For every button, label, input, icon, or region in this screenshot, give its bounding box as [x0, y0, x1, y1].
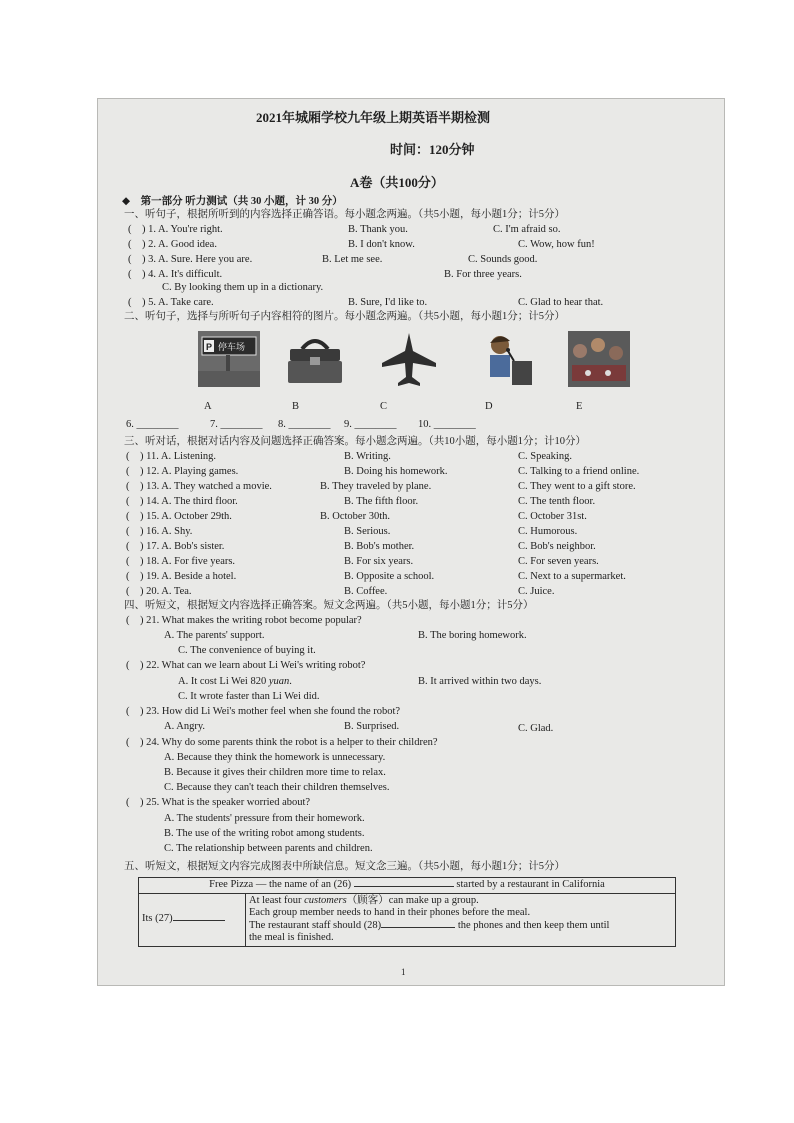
q25-option-b: B. The use of the writing robot among students. — [164, 828, 365, 839]
q16-option-c: C. Humorous. — [518, 526, 578, 537]
q13-option-b: B. They traveled by plane. — [320, 481, 432, 492]
q24-option-c: C. Because they can't teach their children themselves. — [164, 782, 390, 793]
picture-e-party-scene — [568, 331, 630, 387]
q22-option-b: B. It arrived within two days. — [418, 676, 542, 687]
q18-option-c: C. For seven years. — [518, 556, 599, 567]
table-title-row — [139, 878, 676, 894]
its-label: Its (27) — [142, 913, 173, 925]
q15-option-b: B. October 30th. — [320, 511, 390, 522]
sec2-heading: 二、听句子，选择与所听句子内容相符的图片。每小题念两遍。（共5小题，每小题1分；计5分） — [124, 311, 565, 322]
q25-option-c: C. The relationship between parents and children. — [164, 843, 373, 854]
q21-option-b: B. The boring homework. — [418, 630, 527, 641]
q25-stem: ( ) 25. What is the speaker worried about? — [126, 797, 311, 808]
rule1-end: （顾客）can make up a group. — [346, 894, 479, 906]
q16-option-b: B. Serious. — [344, 526, 391, 537]
q23-option-b: B. Surprised. — [344, 721, 400, 732]
exam-time: 时间：120分钟 — [390, 142, 475, 157]
rule-line-2: Each group member needs to hand in their phones before the meal. — [249, 907, 531, 918]
q3-option-b: B. Let me see. — [322, 254, 383, 265]
rule3-end: the phones and then keep them until — [457, 919, 610, 931]
q21-option-a: A. The parents' support. — [164, 630, 265, 641]
q5-option-a: ( ) 5. A. Take care. — [128, 297, 214, 308]
q20-option-c: C. Juice. — [518, 586, 555, 597]
picture-label-d: D — [485, 401, 493, 412]
picture-label-b: B — [292, 401, 300, 412]
q23-option-c: C. Glad. — [518, 723, 554, 734]
picture-label-e: E — [576, 401, 583, 412]
picture-c-fighter-jet — [378, 331, 440, 387]
q12-option-a: ( ) 12. A. Playing games. — [126, 466, 239, 477]
q18-option-b: B. For six years. — [344, 556, 414, 567]
q2-option-a: ( ) 2. A. Good idea. — [128, 239, 217, 250]
q22-a-end: . — [289, 676, 292, 687]
q14-option-b: B. The fifth floor. — [344, 496, 419, 507]
q18-option-a: ( ) 18. A. For five years. — [126, 556, 236, 567]
q1-option-c: C. I'm afraid so. — [493, 224, 561, 235]
row1-text-start: Free Pizza — the name of an (26) — [209, 879, 352, 890]
q24-option-b: B. Because it gives their children more time to relax. — [164, 767, 386, 778]
q22-option-c: C. It wrote faster than Li Wei did. — [178, 691, 320, 702]
q17-option-b: B. Bob's mother. — [344, 541, 415, 552]
answer-blank-9[interactable]: 9. ________ — [344, 419, 397, 430]
q11-option-b: B. Writing. — [344, 451, 391, 462]
answer-blank-6[interactable]: 6. ________ — [126, 419, 179, 430]
answer-blank-10[interactable]: 10. ________ — [418, 419, 476, 430]
part1-heading: ◆ 第一部分 听力测试（共 30 小题，计 30 分） — [122, 196, 343, 207]
row1-text-end: started by a restaurant in California — [456, 879, 605, 890]
exam-paper — [97, 98, 725, 986]
blank-27[interactable] — [173, 920, 225, 921]
q1-option-a: ( ) 1. A. You're right. — [128, 224, 223, 235]
rules-cell — [246, 893, 676, 946]
picture-d-speaker-at-podium — [478, 331, 540, 387]
rule-line-4: the meal is finished. — [249, 932, 334, 943]
q3-option-c: C. Sounds good. — [468, 254, 538, 265]
picture-b-toolbox — [284, 331, 346, 387]
q4-option-c: C. By looking them up in a dictionary. — [162, 282, 324, 293]
q14-option-c: C. The tenth floor. — [518, 496, 596, 507]
svg-text:P: P — [206, 342, 213, 352]
blank-28[interactable] — [381, 927, 455, 928]
picture-label-a: A — [204, 401, 212, 412]
q4-option-b: B. For three years. — [444, 269, 522, 280]
q22-a-text: A. It cost Li Wei 820 — [178, 676, 269, 687]
q17-option-a: ( ) 17. A. Bob's sister. — [126, 541, 225, 552]
q15-option-c: C. October 31st. — [518, 511, 587, 522]
q17-option-c: C. Bob's neighbor. — [518, 541, 596, 552]
q19-option-a: ( ) 19. A. Beside a hotel. — [126, 571, 237, 582]
q20-option-b: B. Coffee. — [344, 586, 388, 597]
rule1-customers: customers — [304, 894, 347, 906]
q22-stem: ( ) 22. What can we learn about Li Wei's writing robot? — [126, 660, 366, 671]
exam-title: 2021年城厢学校九年级上期英语半期检测 — [256, 110, 491, 125]
rule-line-3 — [249, 920, 672, 933]
q14-option-a: ( ) 14. A. The third floor. — [126, 496, 238, 507]
q15-option-a: ( ) 15. A. October 29th. — [126, 511, 232, 522]
q24-stem: ( ) 24. Why do some parents think the robot is a helper to their children? — [126, 737, 438, 748]
sec4-heading: 四、听短文，根据短文内容选择正确答案。短文念两遍。（共5小题，每小题1分；计5分） — [124, 600, 534, 611]
q13-option-a: ( ) 13. A. They watched a movie. — [126, 481, 272, 492]
q24-option-a: A. Because they think the homework is unnecessary. — [164, 752, 386, 763]
q12-option-b: B. Doing his homework. — [344, 466, 448, 477]
q25-option-a: A. The students' pressure from their homework. — [164, 813, 365, 824]
its-cell — [139, 893, 246, 946]
info-table — [138, 877, 676, 947]
picture-label-c: C — [380, 401, 388, 412]
q19-option-b: B. Opposite a school. — [344, 571, 435, 582]
rule1-start: At least four — [249, 894, 305, 906]
q21-stem: ( ) 21. What makes the writing robot become popular? — [126, 615, 362, 626]
q1-option-b: B. Thank you. — [348, 224, 408, 235]
svg-text:停车场: 停车场 — [218, 343, 246, 353]
q19-option-c: C. Next to a supermarket. — [518, 571, 626, 582]
q21-option-c: C. The convenience of buying it. — [178, 645, 316, 656]
page-number: 1 — [401, 967, 406, 977]
sec5-heading: 五、听短文，根据短文内容完成图表中所缺信息。短文念三遍。（共5小题，每小题1分；计5分） — [124, 861, 565, 872]
q11-option-c: C. Speaking. — [518, 451, 572, 462]
sec1-heading: 一、听句子，根据所听到的内容选择正确答语。每小题念两遍。（共5小题，每小题1分；计5分） — [124, 209, 565, 220]
q5-option-b: B. Sure, I'd like to. — [348, 297, 428, 308]
blank-26[interactable] — [354, 886, 454, 887]
q5-option-c: C. Glad to hear that. — [518, 297, 604, 308]
q2-option-b: B. I don't know. — [348, 239, 415, 250]
q23-stem: ( ) 23. How did Li Wei's mother feel when she found the robot? — [126, 706, 401, 717]
picture-a-parking-sign — [198, 331, 260, 387]
q2-option-c: C. Wow, how fun! — [518, 239, 595, 250]
q23-option-a: A. Angry. — [164, 721, 206, 732]
q20-option-a: ( ) 20. A. Tea. — [126, 586, 192, 597]
q13-option-c: C. They went to a gift store. — [518, 481, 636, 492]
q16-option-a: ( ) 16. A. Shy. — [126, 526, 193, 537]
rule-line-1 — [249, 895, 672, 908]
answer-blank-8[interactable]: 8. ________ — [278, 419, 331, 430]
q12-option-c: C. Talking to a friend online. — [518, 466, 640, 477]
q3-option-a: ( ) 3. A. Sure. Here you are. — [128, 254, 253, 265]
q22-a-unit: yuan — [268, 676, 290, 687]
sec3-heading: 三、听对话，根据对话内容及问题选择正确答案。每小题念两遍。（共10小题，每小题1分；计10分） — [124, 436, 586, 447]
section-a-title: A卷（共100分） — [350, 175, 444, 190]
rule3-start: The restaurant staff should (28) — [249, 919, 382, 931]
answer-blank-7[interactable]: 7. ________ — [210, 419, 263, 430]
q11-option-a: ( ) 11. A. Listening. — [126, 451, 217, 462]
q22-option-a — [178, 676, 292, 688]
q4-option-a: ( ) 4. A. It's difficult. — [128, 269, 223, 280]
